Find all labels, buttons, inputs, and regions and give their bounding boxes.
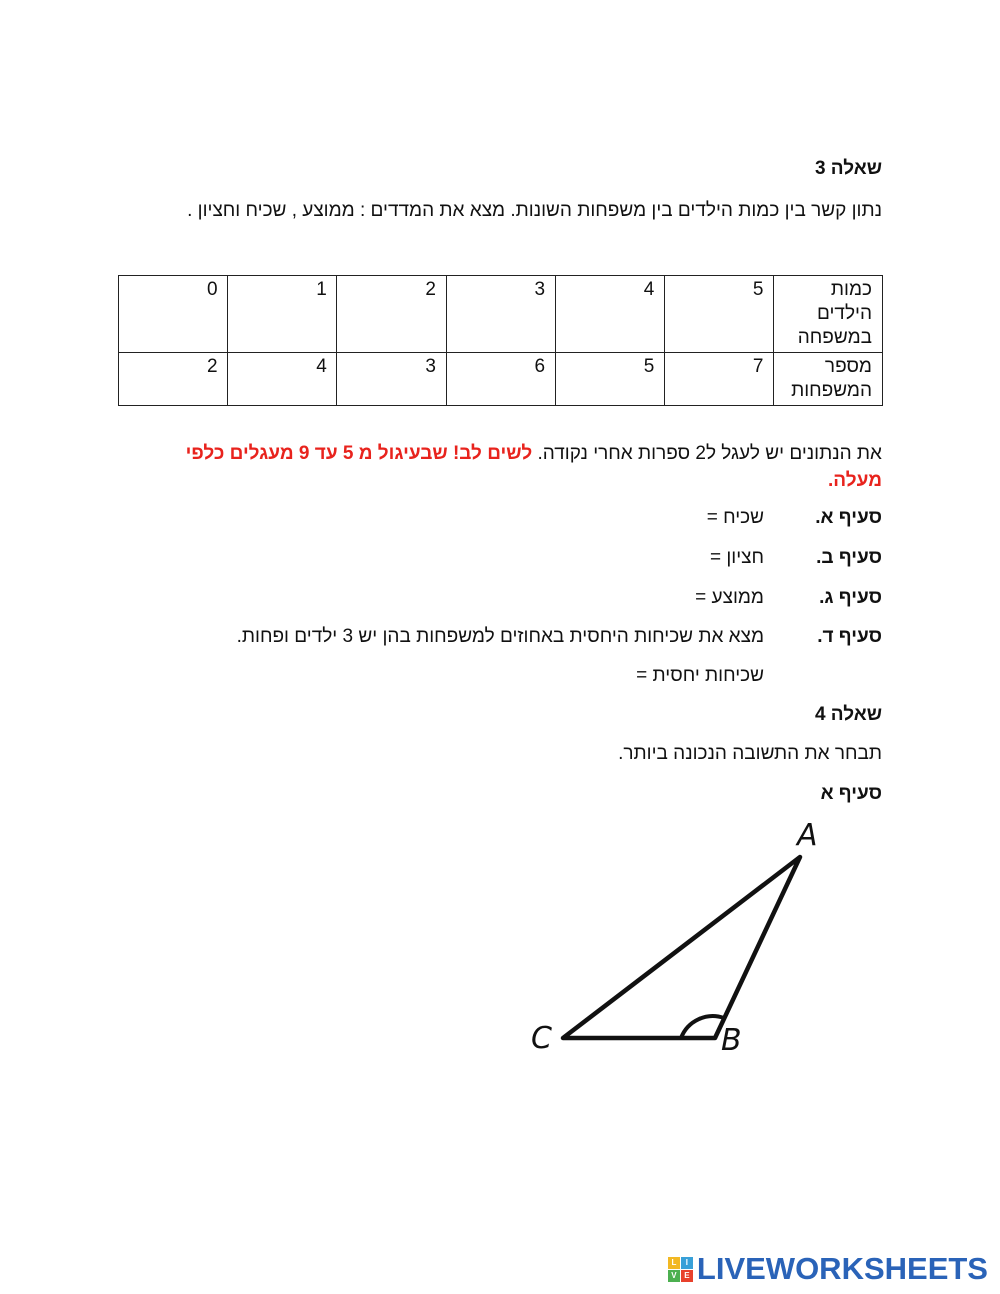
item-label: סעיף א. <box>815 507 882 528</box>
table-cell: 4 <box>555 276 664 353</box>
table-cell: 0 <box>119 276 228 353</box>
question-3-title: שאלה 3 <box>814 158 882 179</box>
table-cell: 3 <box>446 276 555 353</box>
triangle-abc-figure <box>525 815 825 1060</box>
table-row <box>119 353 883 406</box>
table-cell: 7 <box>664 353 773 406</box>
item-relative-frequency <box>117 626 882 652</box>
item-label: סעיף ג. <box>819 587 882 608</box>
item-text: שכיח = <box>706 507 764 528</box>
liveworksheets-logo <box>668 1252 988 1286</box>
table-cell: 2 <box>337 276 446 353</box>
row-header-family-count: מספר המשפחות <box>774 353 883 406</box>
rounding-note <box>152 440 882 494</box>
table-cell: 6 <box>446 353 555 406</box>
logo-grid-icon: L I V E <box>668 1257 693 1282</box>
vertex-c-label: C <box>531 1021 552 1056</box>
question-4-sub-label: סעיף א <box>820 783 882 804</box>
item-text: ממוצע = <box>695 587 764 608</box>
table-cell: 3 <box>337 353 446 406</box>
table-cell: 5 <box>664 276 773 353</box>
item-relative-frequency-answer <box>117 665 882 691</box>
children-frequency-table <box>118 275 883 406</box>
item-mean <box>117 587 882 613</box>
table-row <box>119 276 883 353</box>
table-cell: 5 <box>555 353 664 406</box>
table-cell: 4 <box>228 353 337 406</box>
item-label: סעיף ב. <box>816 547 882 568</box>
row-header-children-count: כמות הילדים במשפחה <box>774 276 883 353</box>
item-median <box>117 547 882 573</box>
triangle-outline <box>563 857 800 1038</box>
item-text: חציון = <box>709 547 764 568</box>
item-text: מצא את שכיחות היחסית באחוזים למשפחות בהן יש 3 ילדים ופחות. <box>236 626 764 647</box>
table-cell: 1 <box>228 276 337 353</box>
table-cell: 2 <box>119 353 228 406</box>
vertex-b-label: B <box>721 1023 742 1058</box>
item-label: סעיף ד. <box>817 626 882 647</box>
vertex-a-label: A <box>797 818 818 853</box>
logo-wordmark: LIVEWORKSHEETS <box>696 1251 988 1286</box>
item-mode <box>117 507 882 533</box>
question-4-title: שאלה 4 <box>814 704 882 725</box>
question-4-intro: תבחר את התשובה הנכונה ביותר. <box>618 743 882 764</box>
rounding-warning: לשים לב! שבעיגול מ 5 עד 9 מעגלים כלפי מעלה. <box>185 443 882 491</box>
item-text: שכיחות יחסית = <box>636 665 764 686</box>
rounding-note-text: את הנתונים יש לעגל ל2 ספרות אחרי נקודה. <box>532 443 882 464</box>
question-3-intro: נתון קשר בין כמות הילדים בין משפחות השונות. מצא את המדדים : ממוצע , שכיח וחציון . <box>187 200 882 221</box>
